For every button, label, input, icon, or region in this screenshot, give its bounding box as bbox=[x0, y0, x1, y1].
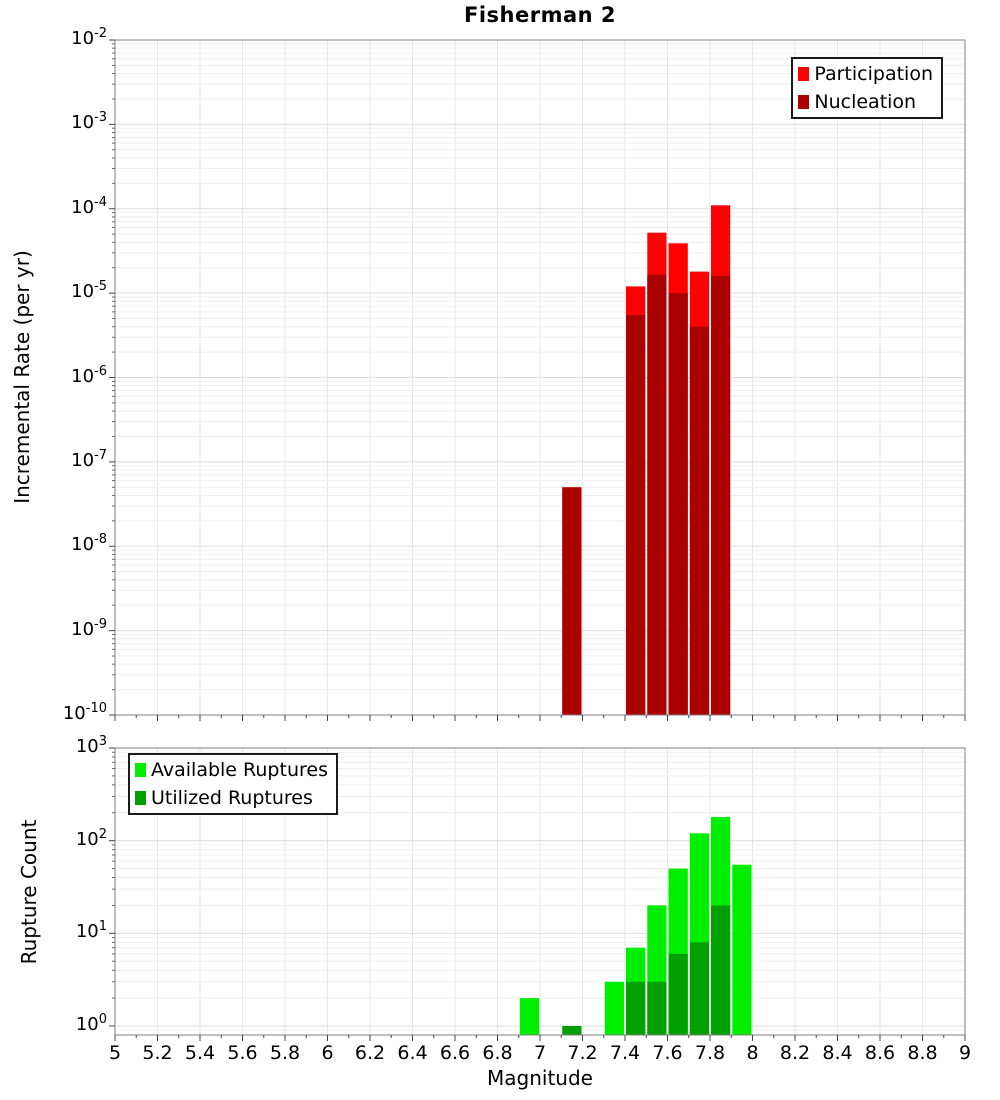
x-tick-label: 8 bbox=[746, 1042, 759, 1064]
x-tick-label: 6.4 bbox=[397, 1042, 428, 1064]
y-tick-label: $10^{-6}$ bbox=[71, 363, 107, 387]
x-tick-label: 7.6 bbox=[652, 1042, 683, 1064]
available-bar bbox=[605, 982, 624, 1035]
y-tick-label: $10^{-8}$ bbox=[71, 532, 107, 556]
x-tick-label: 7.8 bbox=[694, 1042, 726, 1064]
bottom-y-axis-title: Rupture Count bbox=[17, 819, 41, 965]
y-tick-label: $10^0$ bbox=[75, 1012, 107, 1035]
nucleation-bar bbox=[669, 293, 688, 715]
x-tick-label: 8.4 bbox=[822, 1042, 853, 1064]
utilized-swatch-icon bbox=[135, 791, 146, 805]
utilized-bar bbox=[711, 905, 730, 1035]
utilized-bar bbox=[562, 1026, 581, 1035]
y-tick-label: $10^{-9}$ bbox=[71, 616, 107, 640]
x-tick-label: 7 bbox=[533, 1042, 547, 1064]
available-bar bbox=[732, 865, 751, 1035]
y-tick-label: $10^1$ bbox=[75, 919, 107, 943]
x-tick-label: 8.2 bbox=[779, 1042, 811, 1064]
count-legend bbox=[128, 753, 338, 815]
y-tick-label: $10^{-7}$ bbox=[71, 447, 107, 471]
utilized-bar bbox=[669, 954, 688, 1035]
y-tick-label: $10^2$ bbox=[75, 826, 107, 850]
x-axis-title: Magnitude bbox=[487, 1066, 593, 1090]
nucleation-bar bbox=[562, 487, 581, 715]
figure-title: Fisherman 2 bbox=[463, 3, 617, 27]
rate-legend bbox=[791, 57, 943, 119]
x-tick-label: 5.8 bbox=[269, 1042, 301, 1064]
x-tick-label: 6.6 bbox=[439, 1042, 471, 1064]
legend-item-available bbox=[135, 756, 328, 784]
legend-label-utilized: Utilized Ruptures bbox=[151, 787, 313, 809]
available-bar bbox=[520, 998, 539, 1035]
x-tick-label: 6 bbox=[321, 1042, 334, 1064]
legend-label-available: Available Ruptures bbox=[151, 759, 328, 781]
y-tick-label: $10^3$ bbox=[75, 734, 107, 757]
x-tick-label: 8.8 bbox=[907, 1042, 938, 1064]
x-tick-label: 9 bbox=[958, 1042, 972, 1064]
y-tick-label: $10^{-10}$ bbox=[62, 701, 107, 724]
nucleation-bar bbox=[690, 327, 709, 715]
x-tick-label: 5.4 bbox=[184, 1042, 216, 1064]
legend-item-participation bbox=[798, 60, 933, 88]
x-tick-label: 5.2 bbox=[142, 1042, 173, 1064]
x-tick-label: 7.2 bbox=[567, 1042, 598, 1064]
nucleation-swatch-icon bbox=[798, 95, 809, 109]
y-tick-label: $10^{-4}$ bbox=[71, 194, 107, 218]
y-tick-label: $10^{-3}$ bbox=[71, 110, 107, 134]
legend-label-participation: Participation bbox=[814, 63, 933, 85]
x-tick-label: 8.6 bbox=[864, 1042, 896, 1064]
legend-item-nucleation bbox=[798, 88, 933, 116]
y-tick-label: $10^{-5}$ bbox=[71, 279, 107, 303]
utilized-bar bbox=[647, 982, 666, 1035]
nucleation-bar bbox=[647, 275, 666, 715]
participation-swatch-icon bbox=[798, 67, 809, 81]
x-tick-label: 6.8 bbox=[482, 1042, 513, 1064]
nucleation-bar bbox=[711, 276, 730, 715]
utilized-bar bbox=[626, 982, 645, 1035]
y-tick-label: $10^{-2}$ bbox=[71, 26, 107, 49]
x-tick-label: 5.6 bbox=[227, 1042, 258, 1064]
x-tick-label: 5 bbox=[108, 1042, 122, 1064]
legend-item-utilized bbox=[135, 784, 328, 812]
top-y-axis-title: Incremental Rate (per yr) bbox=[10, 250, 34, 504]
x-tick-label: 7.4 bbox=[609, 1042, 641, 1064]
legend-label-nucleation: Nucleation bbox=[814, 91, 917, 113]
nucleation-bar bbox=[626, 315, 645, 715]
utilized-bar bbox=[690, 942, 709, 1035]
x-tick-label: 6.2 bbox=[354, 1042, 386, 1064]
available-swatch-icon bbox=[135, 763, 146, 777]
